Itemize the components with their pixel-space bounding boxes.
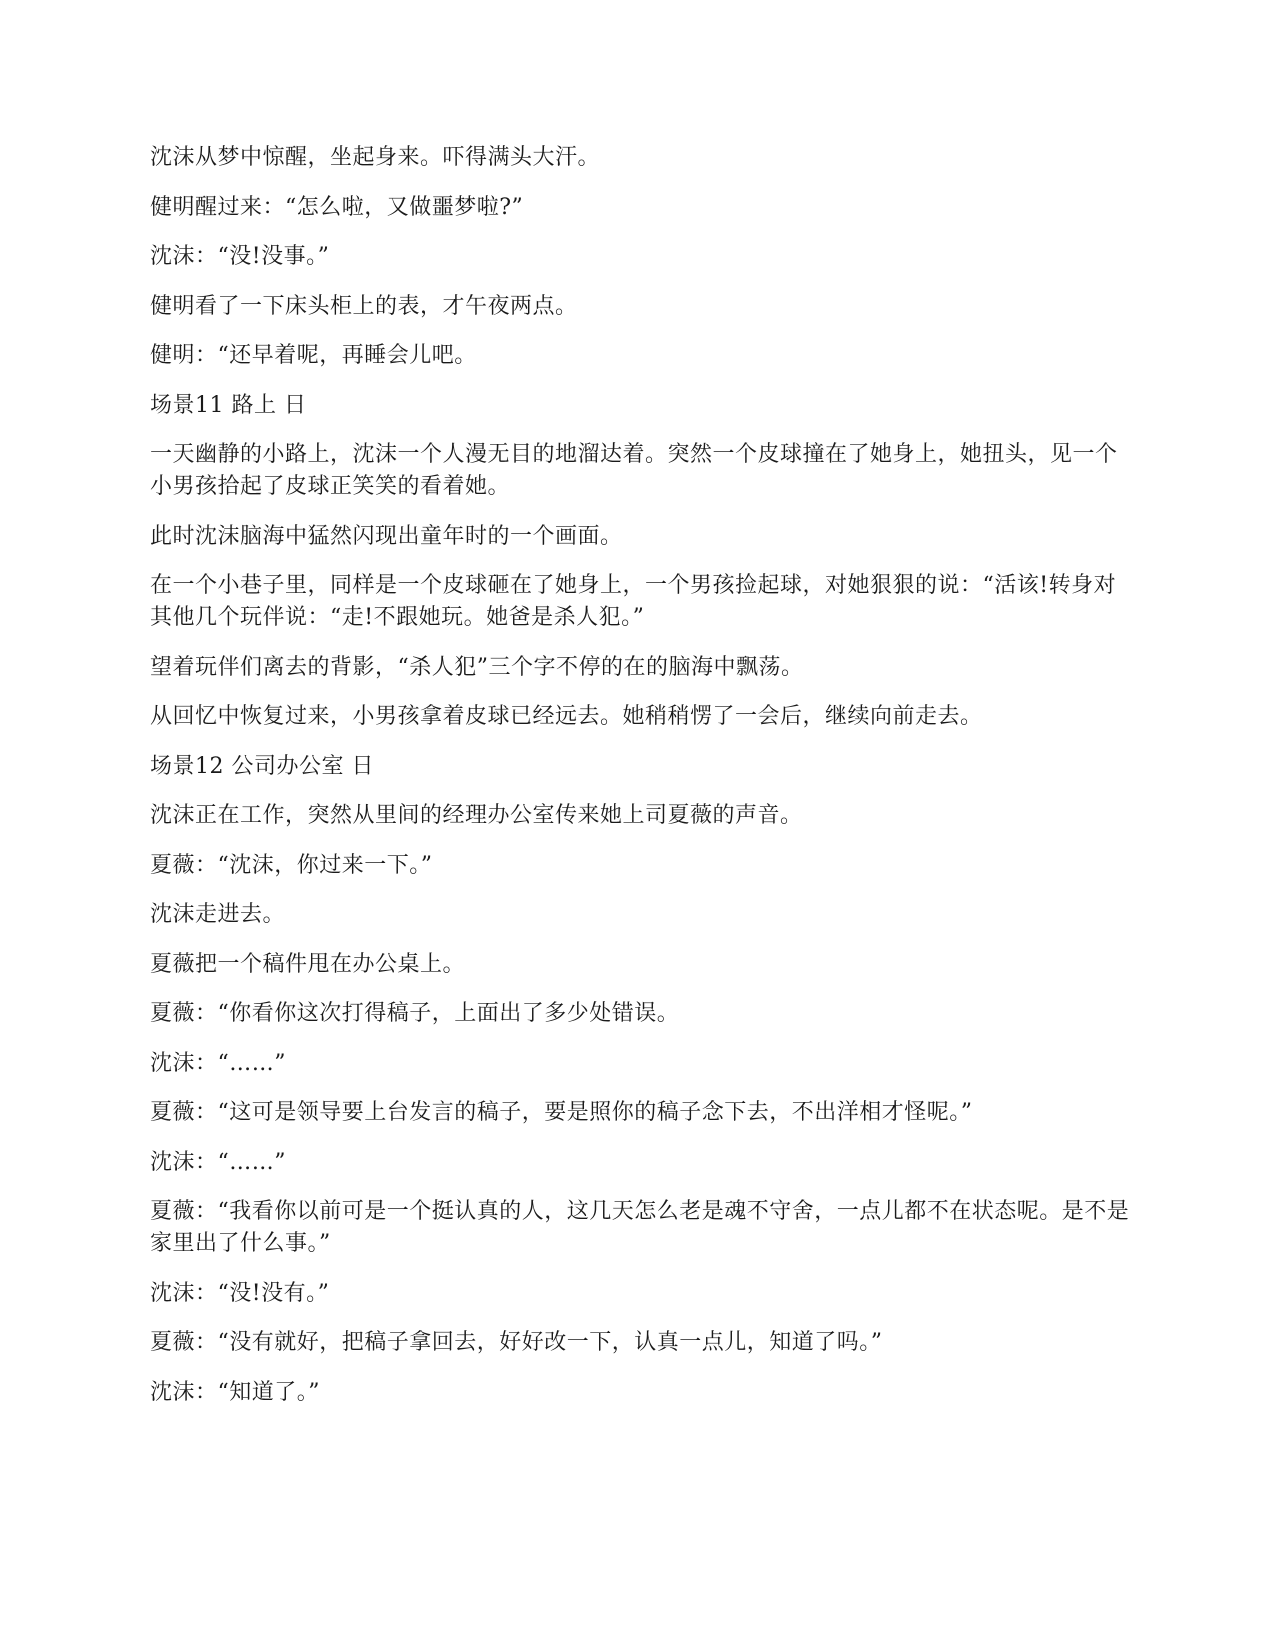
paragraph: 夏薇：“沈沫，你过来一下。” (150, 852, 433, 878)
paragraph: 沈沫从梦中惊醒，坐起身来。吓得满头大汗。 (150, 145, 601, 170)
paragraph: 夏薇：“你看你这次打得稿子，上面出了多少处错误。 (150, 1001, 680, 1026)
paragraph: 夏薇：“这可是领导要上台发言的稿子，要是照你的稿子念下去，不出洋相才怪呢。” (150, 1100, 973, 1125)
paragraph: 此时沈沫脑海中猛然闪现出童年时的一个画面。 (150, 523, 623, 549)
paragraph: 从回忆中恢复过来，小男孩拿着皮球已经远去。她稍稍愣了一会后，继续向前走去。 (150, 704, 983, 729)
paragraph: 夏薇把一个稿件甩在办公桌上。 (150, 951, 466, 977)
paragraph: 望着玩伴们离去的背影，“杀人犯”三个字不停的在的脑海中飘荡。 (150, 654, 804, 680)
paragraph: 沈沫：“……” (150, 1050, 286, 1076)
paragraph: 健明：“还早着呢，再睡会儿吧。 (150, 343, 477, 368)
paragraph: 一天幽静的小路上，沈沫一个人漫无目的地溜达着。突然一个皮球撞在了她身上，她扭头，见一个小男孩拾起了皮球正笑笑的看着她。 (150, 442, 1118, 499)
script-body (150, 142, 1130, 1426)
paragraph: 健明醒过来：“怎么啦，又做噩梦啦?” (150, 194, 524, 220)
paragraph: 健明看了一下床头柜上的表，才午夜两点。 (150, 293, 578, 319)
paragraph: 沈沫走进去。 (150, 902, 286, 927)
paragraph: 夏薇：“我看你以前可是一个挺认真的人，这几天怎么老是魂不守舍，一点儿都不在状态呢。是不是家里出了什么事。” (150, 1199, 1130, 1256)
paragraph: 沈沫正在工作，突然从里间的经理办公室传来她上司夏薇的声音。 (150, 803, 803, 828)
paragraph: 夏薇：“没有就好，把稿子拿回去，好好改一下，认真一点儿，知道了吗。” (150, 1330, 883, 1355)
paragraph: 沈沫：“没!没事。” (150, 244, 330, 269)
scene-heading: 场景12 公司办公室 日 (150, 753, 374, 779)
paragraph: 沈沫：“……” (150, 1149, 286, 1175)
scene-heading: 场景11 路上 日 (150, 392, 307, 418)
paragraph: 在一个小巷子里，同样是一个皮球砸在了她身上，一个男孩捡起球，对她狠狠的说：“活该!转身对其他几个玩伴说：“走!不跟她玩。她爸是杀人犯。” (150, 573, 1117, 630)
paragraph: 沈沫：“没!没有。” (150, 1280, 330, 1306)
paragraph: 沈沫：“知道了。” (150, 1379, 320, 1405)
